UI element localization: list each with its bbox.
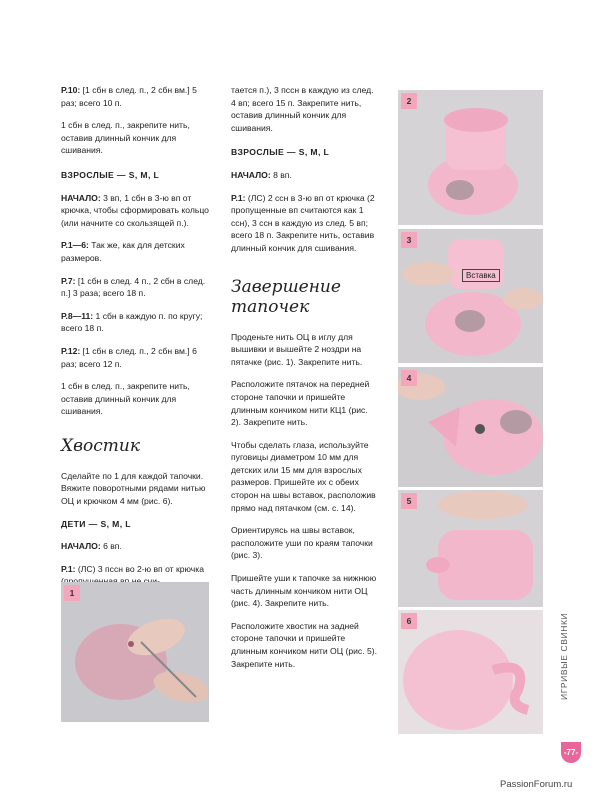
- photo-illustration: [398, 90, 543, 225]
- paragraph: 1 сбн в след. п., закрепите нить, оставив длинный кончик для сшивания.: [61, 120, 190, 156]
- section-title-tail: Хвостик: [61, 435, 140, 456]
- paragraph: Р.8—11: 1 сбн в каждую п. по кругу; всего 18 п.: [61, 310, 203, 334]
- figure-number: 2: [401, 93, 417, 109]
- watermark: PassionForum.ru: [500, 779, 573, 790]
- paragraph: Расположите хвостик на задней стороне тапочки и пришейте длинным кончиком нити ОЦ (рис. 5). Закрепите нить.: [231, 620, 378, 669]
- page-number: -77-: [561, 742, 581, 763]
- chapter-side-label: ИГРИВЫЕ СВИНКИ: [559, 612, 569, 700]
- paragraph: Пришейте уши к тапочке за нижнюю часть длинным кончиком нити ОЦ (рис. 4). Закрепите нить.: [231, 573, 377, 609]
- figure-number: 6: [401, 613, 417, 629]
- text-column-left: [61, 84, 209, 598]
- figure-number: 5: [401, 493, 417, 509]
- paragraph: Сделайте по 1 для каждой тапочки. Вяжите поворотными рядами нитью ОЦ и крючком 4 мм (рис. 6).: [61, 470, 206, 507]
- section-heading: ВЗРОСЛЫЕ — S, M, L: [61, 169, 160, 180]
- section-heading: ДЕТИ — S, M, L: [61, 518, 131, 529]
- photo-illustration: [398, 610, 543, 734]
- paragraph: Проденьте нить ОЦ в иглу для вышивки и вышейте 2 ноздри на пятачке (рис. 1). Закрепите нить.: [231, 331, 363, 367]
- figure-number: 1: [64, 585, 80, 601]
- paragraph: тается п.), 3 пссн в каждую из след. 4 вп; всего 15 п. Закрепите нить, оставив длинный кончик для сшивания.: [231, 85, 374, 133]
- paragraph: Р.1: (ЛС) 2 ссн в 3-ю вп от крючка (2 пропущенные вп считаются как 1 ссн), 3 ссн в каждую из след. 5 вп; всего 18 п. Закрепите нить, оставив длинный кончик для сшивания.: [231, 192, 375, 253]
- section-title-finishing: [231, 277, 379, 317]
- paragraph: Р.1—6: Так же, как для детских размеров.: [61, 240, 185, 263]
- section-heading: ВЗРОСЛЫЕ — S, M, L: [231, 147, 330, 158]
- insert-label: Вставка: [462, 269, 500, 282]
- paragraph: Чтобы сделать глаза, используйте пуговицы диаметром 10 мм для детских или 15 мм для взрослых размеров. Пришейте их с обеих сторон на швы вставок, расположив прямо над пятачком (см. с. 14).: [231, 439, 376, 513]
- text-column-middle: [231, 84, 379, 680]
- figure-number: 4: [401, 370, 417, 386]
- figure-number: 3: [401, 232, 417, 248]
- photo-illustration: [398, 367, 543, 487]
- paragraph: 1 сбн в след. п., закрепите нить, оставив длинный кончик для сшивания.: [61, 381, 190, 417]
- title-line: Завершение: [231, 276, 341, 297]
- photo-ear-placement: [398, 229, 543, 363]
- title-line: тапочек: [231, 296, 310, 317]
- paragraph: Ориентируясь на швы вставок, расположите уши по краям тапочки (рис. 3).: [231, 525, 373, 561]
- paragraph: Р.12: [1 сбн в след. п., 2 сбн вм.] 6 раз; всего 12 п.: [61, 345, 197, 369]
- paragraph: НАЧАЛО: 6 вп.: [61, 541, 122, 552]
- photo-slipper-with-snout: [398, 90, 543, 225]
- paragraph: Р.1: (ЛС) 3 пссн во 2-ю вп от крючка: [61, 563, 205, 574]
- paragraph: Р.10: [1 сбн в след. п., 2 сбн вм.] 5 раз; всего 10 п.: [61, 85, 197, 108]
- photo-snout-embroidery: [61, 582, 209, 722]
- paragraph: Расположите пятачок на передней стороне тапочки и пришейте длинным кончиком нити КЦ1 (рис. 2). Закрепите нить.: [231, 379, 370, 428]
- photo-illustration: [61, 582, 209, 722]
- paragraph: Р.7: [1 сбн в след. 4 п., 2 сбн в след. п.] 3 раза; всего 18 п.: [61, 275, 206, 299]
- photo-illustration: [398, 229, 543, 363]
- photo-illustration: [398, 490, 543, 607]
- photo-tail-sewing: [398, 490, 543, 607]
- photo-tail-detail: [398, 610, 543, 734]
- photo-ear-sewing: [398, 367, 543, 487]
- paragraph: НАЧАЛО: 3 вп, 1 сбн в 3-ю вп от крючка, чтобы сформировать кольцо (или начните со скользящей п.).: [61, 192, 209, 228]
- paragraph: НАЧАЛО: 8 вп.: [231, 169, 292, 180]
